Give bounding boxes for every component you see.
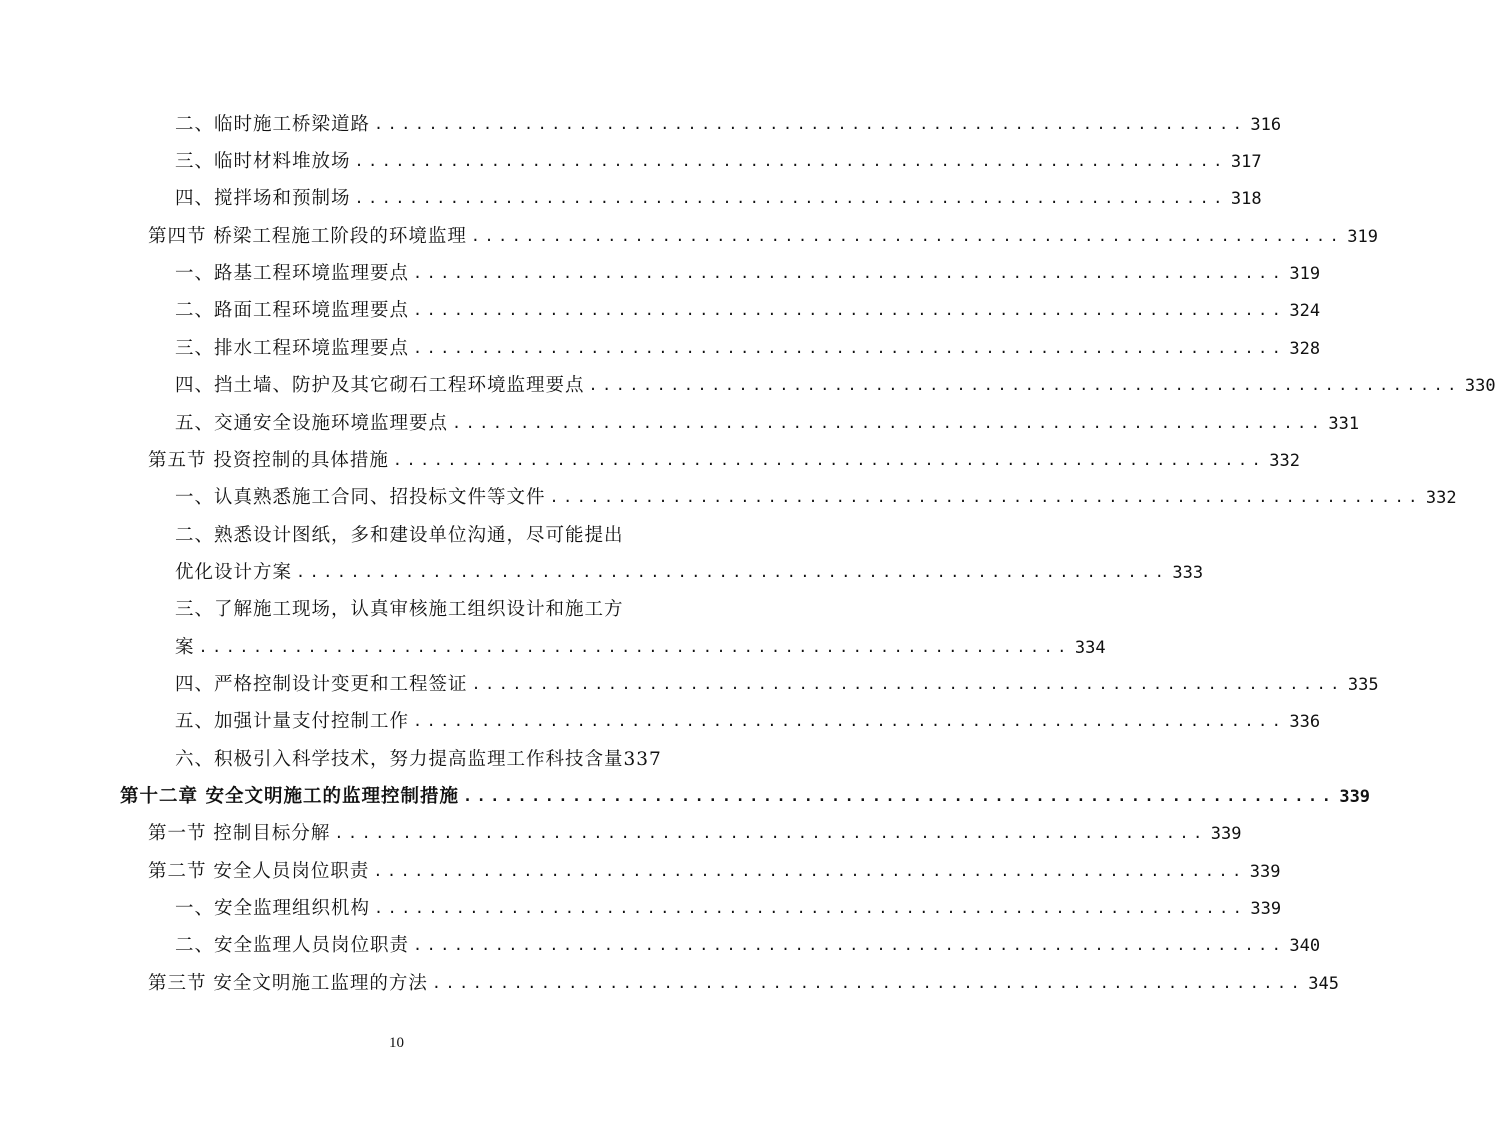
toc-entry[interactable] — [175, 328, 1321, 359]
toc-leader: ................................................................ — [471, 675, 1344, 693]
toc-entry-page: 332 — [1269, 451, 1300, 471]
toc-leader: ................................................................ — [354, 189, 1227, 207]
toc-entry-title: 五、交通安全设施环境监理要点 — [175, 412, 449, 434]
toc-entry[interactable] — [175, 290, 1321, 321]
toc-entry-page: 318 — [1230, 189, 1262, 209]
toc-leader: ................................................................ — [413, 301, 1286, 319]
toc-entry-page: 331 — [1328, 414, 1360, 434]
toc-chapter-entry[interactable] — [120, 776, 1371, 807]
toc-entry-page: 324 — [1289, 301, 1321, 321]
toc-entry-title: 五、加强计量支付控制工作 — [175, 710, 410, 732]
toc-leader: ................................................................ — [392, 451, 1266, 469]
toc-entry-page: 333 — [1172, 563, 1204, 583]
toc-entry-page: 334 — [1074, 638, 1106, 658]
toc-entry-title: 三、了解施工现场，认真审核施工组织设计和施工方 — [175, 598, 624, 620]
toc-entry-title: 第五节 投资控制的具体措施 — [148, 449, 389, 471]
toc-entry-page: 336 — [1289, 712, 1321, 732]
toc-entry-title: 第一节 控制目标分解 — [148, 822, 331, 844]
toc-entry-title: 案 — [175, 636, 195, 658]
toc-entry-title: 第十二章 安全文明施工的监理控制措施 — [120, 785, 459, 807]
toc-entry-title: 三、临时材料堆放场 — [175, 150, 351, 172]
toc-entry[interactable] — [148, 851, 1281, 882]
toc-entry[interactable] — [175, 104, 1282, 135]
toc-leader: ................................................................ — [374, 899, 1247, 917]
toc-entry-title: 二、熟悉设计图纸，多和建设单位沟通，尽可能提出 — [175, 524, 624, 546]
toc-entry-title: 第四节 桥梁工程施工阶段的环境监理 — [148, 225, 467, 247]
toc-entry[interactable] — [175, 552, 1204, 583]
toc-entry-title: 四、严格控制设计变更和工程签证 — [175, 673, 468, 695]
toc-entry-page: 335 — [1347, 675, 1379, 695]
toc-leader: ................................................................ — [296, 563, 1169, 581]
toc-leader: ................................................................ — [354, 152, 1227, 170]
toc-leader: ................................................................ — [431, 974, 1305, 992]
toc-entry-page: 332 — [1425, 488, 1457, 508]
toc-entry-page: 319 — [1347, 227, 1378, 247]
toc-entry-title: 二、临时施工桥梁道路 — [175, 113, 371, 135]
toc-entry[interactable] — [175, 925, 1321, 956]
toc-leader: ................................................................ — [549, 488, 1422, 506]
toc-leader: ................................................................ — [452, 414, 1325, 432]
toc-entry[interactable] — [148, 216, 1378, 247]
toc-leader: ................................................................ — [198, 638, 1071, 656]
toc-entry-line[interactable] — [175, 739, 705, 769]
toc-leader: ................................................................ — [462, 787, 1336, 805]
toc-entry-page: 339 — [1339, 787, 1371, 807]
toc-leader: ................................................................ — [588, 376, 1461, 394]
toc-entry-title: 第二节 安全人员岗位职责 — [148, 860, 370, 882]
toc-entry[interactable] — [175, 403, 1360, 434]
toc-entry-title: 第三节 安全文明施工监理的方法 — [148, 972, 428, 994]
toc-entry-title: 优化设计方案 — [175, 561, 293, 583]
toc-entry[interactable] — [175, 477, 1457, 508]
toc-leader: ................................................................ — [413, 264, 1286, 282]
toc-entry-title: 一、认真熟悉施工合同、招投标文件等文件 — [175, 486, 546, 508]
toc-entry[interactable] — [148, 813, 1242, 844]
toc-entry-page: 319 — [1289, 264, 1321, 284]
toc-entry-page: 339 — [1250, 899, 1282, 919]
toc-entry-page: 316 — [1250, 115, 1282, 135]
toc-entry-title: 四、挡土墙、防护及其它砌石工程环境监理要点 — [175, 374, 585, 396]
toc-leader: ................................................................ — [374, 115, 1247, 133]
toc-leader: ................................................................ — [470, 227, 1344, 245]
toc-entry[interactable] — [148, 963, 1339, 994]
toc-leader: ................................................................ — [413, 712, 1286, 730]
toc-entry[interactable] — [148, 440, 1300, 471]
toc-entry-title: 一、安全监理组织机构 — [175, 897, 371, 919]
toc-entry-page: 345 — [1308, 974, 1339, 994]
toc-entry-title: 四、搅拌场和预制场 — [175, 187, 351, 209]
toc-entry[interactable] — [175, 178, 1262, 209]
toc-entry-page: 330 — [1464, 376, 1496, 396]
toc-entry[interactable] — [175, 141, 1262, 172]
toc-entry[interactable] — [175, 701, 1321, 732]
toc-entry[interactable] — [175, 253, 1321, 284]
toc-entry-page: 328 — [1289, 339, 1321, 359]
toc-entry-page: 339 — [1249, 862, 1281, 882]
toc-entry-title: 二、安全监理人员岗位职责 — [175, 934, 410, 956]
toc-leader: ................................................................ — [413, 339, 1286, 357]
toc-entry-title: 六、积极引入科学技术，努力提高监理工作科技含量337 — [175, 748, 662, 770]
toc-entry[interactable] — [175, 888, 1282, 919]
toc-entry[interactable] — [175, 365, 1496, 396]
toc-leader: ................................................................ — [413, 936, 1286, 954]
toc-entry[interactable] — [175, 627, 1106, 658]
toc-entry-line[interactable] — [175, 589, 675, 619]
toc-entry[interactable] — [175, 664, 1379, 695]
toc-entry-title: 三、排水工程环境监理要点 — [175, 337, 410, 359]
toc-entry-page: 317 — [1230, 152, 1262, 172]
toc-entry-page: 340 — [1289, 936, 1321, 956]
toc-entry-title: 二、路面工程环境监理要点 — [175, 299, 410, 321]
page-number: 10 — [389, 1035, 404, 1051]
toc-entry-line[interactable] — [175, 515, 675, 545]
toc-entry-title: 一、路基工程环境监理要点 — [175, 262, 410, 284]
toc-leader: ................................................................ — [373, 862, 1246, 880]
toc-entry-page: 339 — [1210, 824, 1242, 844]
toc-leader: ................................................................ — [334, 824, 1207, 842]
